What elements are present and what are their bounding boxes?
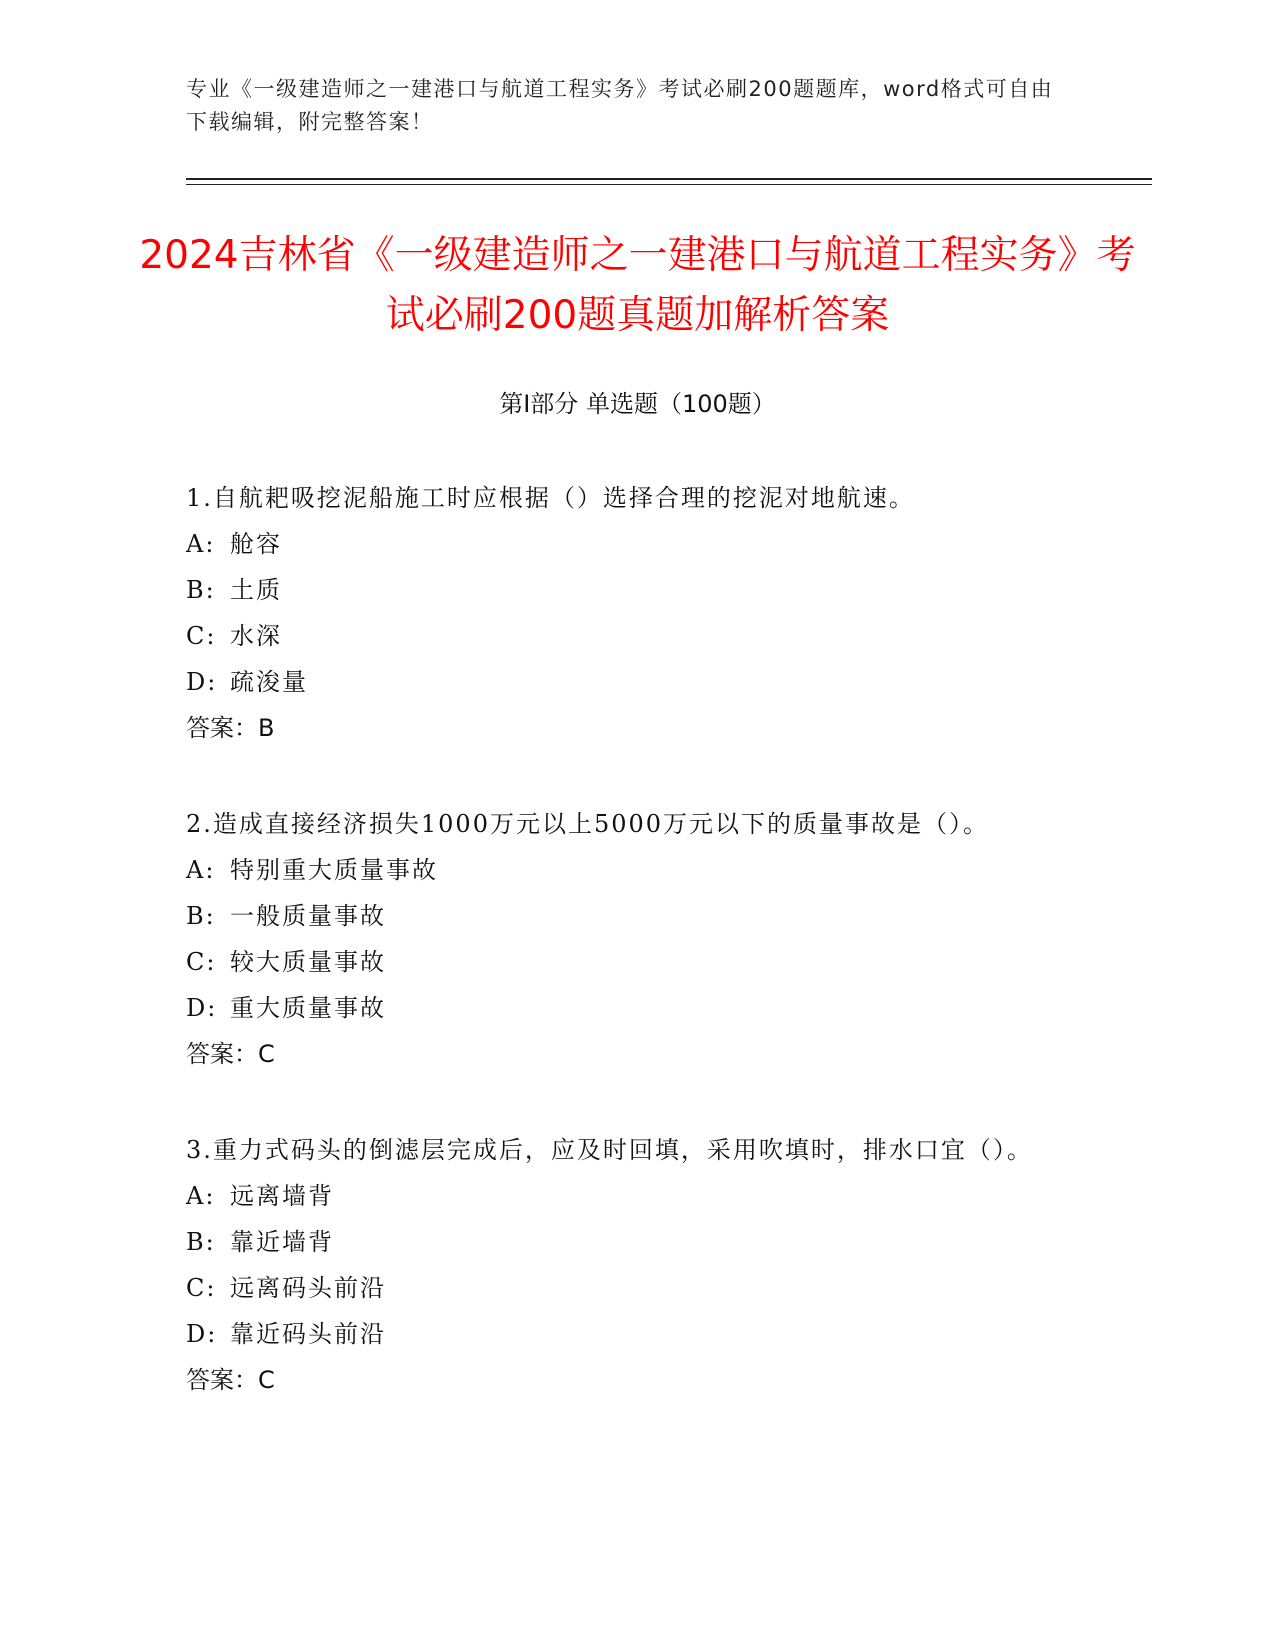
option-text: 舱容 xyxy=(230,530,282,558)
option-a xyxy=(186,521,1066,567)
option-text: 重大质量事故 xyxy=(230,994,386,1022)
answer-line: 答案：B xyxy=(186,714,275,742)
document-title: 2024吉林省《一级建造师之一建港口与航道工程实务》考试必刷200题真题加解析答案 xyxy=(139,233,1136,338)
option-text: 靠近墙背 xyxy=(230,1228,334,1256)
option-letter: B: xyxy=(186,1228,216,1256)
section-heading: 第Ⅰ部分 单选题（100题） xyxy=(499,390,776,418)
question-2 xyxy=(186,801,1066,1077)
question-3 xyxy=(186,1127,1066,1403)
header-note: 专业《一级建造师之一建港口与航道工程实务》考试必刷200题题库，word格式可自由下载编辑，附完整答案！ xyxy=(186,77,1054,134)
answer-line: 答案：C xyxy=(186,1366,275,1394)
question-stem: 1.自航耙吸挖泥船施工时应根据（）选择合理的挖泥对地航速。 xyxy=(186,484,915,512)
option-letter: A: xyxy=(186,856,216,884)
header-divider-thick xyxy=(186,178,1152,180)
option-text: 一般质量事故 xyxy=(230,902,386,930)
option-letter: A: xyxy=(186,1182,216,1210)
option-b xyxy=(186,1219,1066,1265)
option-text: 水深 xyxy=(230,622,282,650)
option-letter: B: xyxy=(186,902,216,930)
option-a xyxy=(186,1173,1066,1219)
option-c xyxy=(186,1265,1066,1311)
option-b xyxy=(186,567,1066,613)
question-stem: 3.重力式码头的倒滤层完成后，应及时回填，采用吹填时，排水口宜（）。 xyxy=(186,1136,1033,1164)
option-text: 较大质量事故 xyxy=(230,948,386,976)
option-c xyxy=(186,613,1066,659)
option-text: 远离码头前沿 xyxy=(230,1274,386,1302)
option-text: 特别重大质量事故 xyxy=(230,856,438,884)
option-d xyxy=(186,1311,1066,1357)
question-1 xyxy=(186,475,1066,751)
option-letter: C: xyxy=(186,622,217,650)
option-a xyxy=(186,847,1066,893)
option-c xyxy=(186,939,1066,985)
option-letter: D: xyxy=(186,994,218,1022)
option-text: 远离墙背 xyxy=(230,1182,334,1210)
header-divider-thin xyxy=(186,184,1152,185)
question-stem: 2.造成直接经济损失1000万元以上5000万元以下的质量事故是（）。 xyxy=(186,810,990,838)
option-letter: A: xyxy=(186,530,216,558)
option-text: 土质 xyxy=(230,576,282,604)
option-text: 靠近码头前沿 xyxy=(230,1320,386,1348)
option-text: 疏浚量 xyxy=(230,668,308,696)
answer-line: 答案：C xyxy=(186,1040,275,1068)
option-letter: D: xyxy=(186,1320,218,1348)
question-list xyxy=(186,475,1066,1403)
option-letter: C: xyxy=(186,948,217,976)
option-letter: D: xyxy=(186,668,218,696)
option-d xyxy=(186,659,1066,705)
option-letter: B: xyxy=(186,576,216,604)
option-b xyxy=(186,893,1066,939)
option-letter: C: xyxy=(186,1274,217,1302)
option-d xyxy=(186,985,1066,1031)
